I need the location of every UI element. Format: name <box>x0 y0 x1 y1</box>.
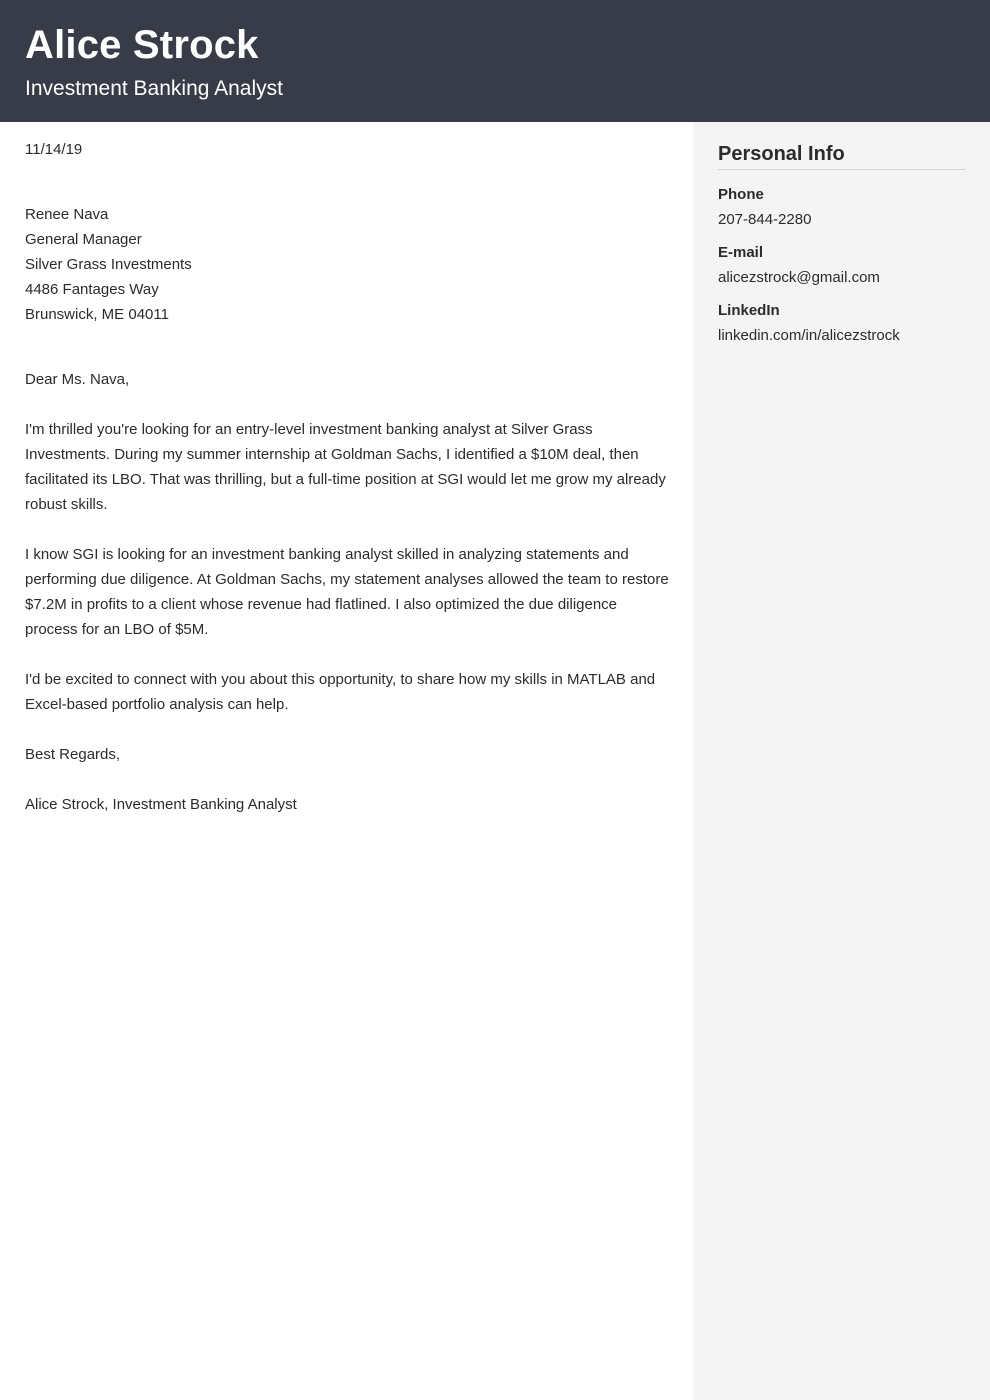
recipient-company: Silver Grass Investments <box>25 256 192 273</box>
applicant-name: Alice Strock <box>25 23 259 67</box>
recipient-name: Renee Nava <box>25 206 109 223</box>
phone-value: 207-844-2280 <box>718 211 812 228</box>
recipient-street: 4486 Fantages Way <box>25 281 159 298</box>
linkedin-value: linkedin.com/in/alicezstrock <box>718 327 900 344</box>
letter-body <box>25 137 673 842</box>
letter-paragraph: I'm thrilled you're looking for an entry-level investment banking analyst at Silver Grass Investments. During my summer internship at Goldman Sachs, I identified a $10M deal, then facilitated its LBO. That was thrilling, but a full-time position at SGI would let me grow my already robust skills. <box>25 421 666 513</box>
recipient-block <box>25 202 673 327</box>
letter-signature: Alice Strock, Investment Banking Analyst <box>25 796 297 813</box>
linkedin-label: LinkedIn <box>718 302 780 319</box>
info-item-email <box>718 240 965 290</box>
email-label: E-mail <box>718 244 764 261</box>
letter-date: 11/14/19 <box>25 141 83 158</box>
letter-paragraph: I know SGI is looking for an investment banking analyst skilled in analyzing statements and performing due diligence. At Goldman Sachs, my statement analyses allowed the team to restore $7.2M in profits to a client whose revenue had flatlined. I also optimized the due diligence process for an LBO of $5M. <box>25 546 669 638</box>
letter-closing: Best Regards, <box>25 746 121 763</box>
header-banner <box>0 0 990 122</box>
info-item-phone <box>718 182 965 232</box>
applicant-title: Investment Banking Analyst <box>25 77 283 100</box>
phone-label: Phone <box>718 186 764 203</box>
email-value: alicezstrock@gmail.com <box>718 269 880 286</box>
personal-info-heading: Personal Info <box>718 142 965 170</box>
info-item-linkedin <box>718 298 965 348</box>
sidebar <box>693 122 990 1400</box>
letter-greeting: Dear Ms. Nava, <box>25 371 130 388</box>
letter-paragraph: I'd be excited to connect with you about this opportunity, to share how my skills in MATLAB and Excel-based portfolio analysis can help. <box>25 671 656 713</box>
recipient-city: Brunswick, ME 04011 <box>25 306 169 323</box>
recipient-position: General Manager <box>25 231 142 248</box>
personal-info-list <box>718 182 965 356</box>
